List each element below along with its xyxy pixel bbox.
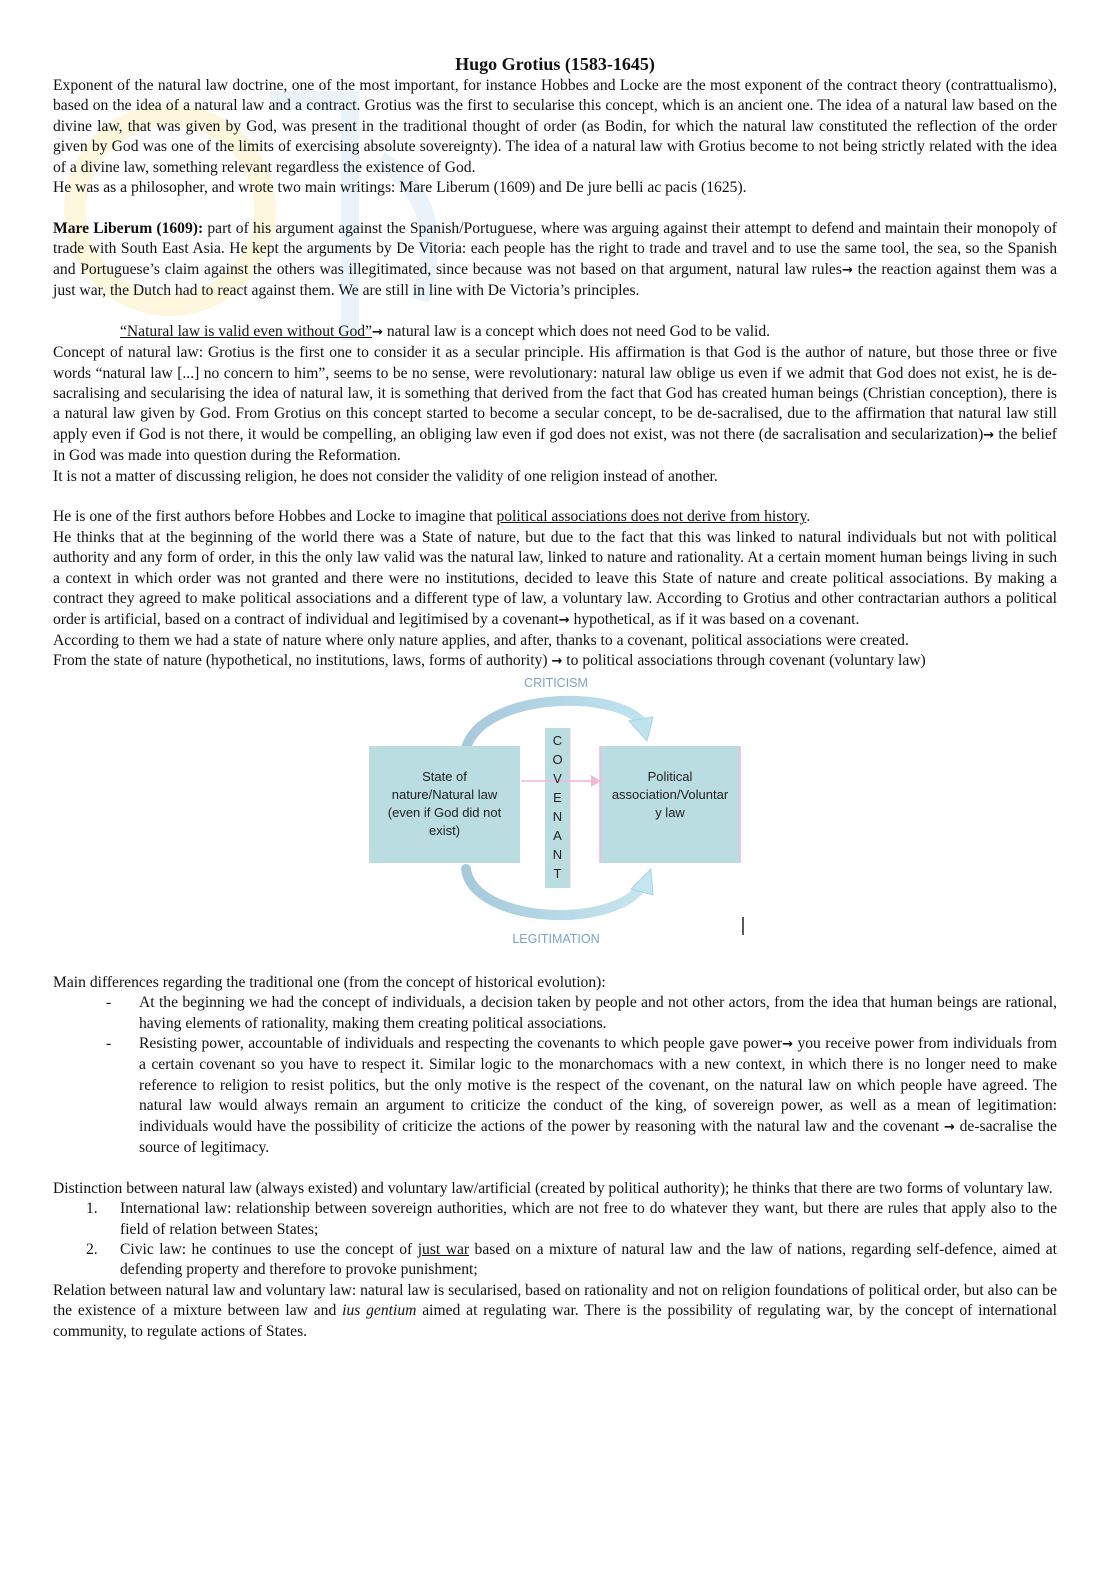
arrow-icon: → — [558, 612, 570, 628]
arrow-icon: → — [372, 324, 383, 340]
covenant-letter: V — [553, 770, 562, 786]
covenant-letter: N — [552, 808, 563, 824]
political-association-line: association/Voluntar — [611, 786, 729, 802]
state-of-nature-line: (even if God did not — [387, 804, 502, 820]
covenant-diagram-svg — [53, 673, 1057, 973]
covenant-letter: O — [552, 751, 563, 767]
natural-law-quote: “Natural law is valid even without God” — [120, 322, 373, 340]
document-page — [53, 53, 1057, 1342]
list-item: 2. Civic law: he continues to use the concept of just war based on a mixture of natural law and the law of nations, regarding self-defence, aimed at defending property and therefore to provoke punishment; — [86, 1241, 1057, 1279]
covenant-line: According to them we had a state of nature where only nature applies, and after, thanks to a covenant, political associations were created. — [53, 631, 909, 649]
voluntary-law-list — [53, 1199, 1057, 1281]
arrow-icon: → — [983, 427, 995, 443]
legitimation-label: LEGITIMATION — [512, 931, 600, 946]
arrow-icon: → — [841, 262, 853, 278]
page-title: Hugo Grotius (1583-1645) — [455, 54, 655, 74]
covenant-letter: C — [552, 732, 563, 748]
intro-paragraph: Exponent of the natural law doctrine, one of the most important, for instance Hobbes and Locke are the most exponent of the contract theory (contrattualismo), based on the idea of a natural law and a contract. Grotius was the first to secularise this concept, which is an ancient one. The idea of a natural law based on the divine law, that was given by God, was present in the traditional thought of order (as Bodin, for which the natural law constituted the reflection of the order given by God was one of the limits of exercising absolute sovereignty). The idea of a natural law with Grotius become to not being strictly related with the idea of a divine law, something relevant regardless the existence of God. — [53, 77, 1057, 176]
political-association-line: y law — [655, 804, 685, 820]
covenant-letter: T — [553, 865, 562, 881]
arrow-icon: → — [943, 1119, 955, 1135]
voluntary-law-lead: Distinction between natural law (always existed) and voluntary law/artificial (created by political authority); he thinks that there are two forms of voluntary law. — [53, 1179, 1053, 1197]
relation-paragraph: Relation between natural law and voluntary law: natural law is secularised, based on rationality and not on religion foundations of political order, but also can be the existence of a mixture between law and ius gentium aimed at regulating war. There is the possibility of regulating war, by the concept of international community, to regulate actions of States. — [53, 1281, 1057, 1340]
natural-law-quote-line: “Natural law is valid even without God”→ natural law is a concept which does not need God to be valid. — [120, 322, 771, 340]
list-item: - At the beginning we had the concept of individuals, a decision taken by people and not other actors, from the idea that human beings are rational, having elements of rationality, making them creating political associations. — [106, 994, 1057, 1032]
associations-lead: He is one of the first authors before Hobbes and Locke to imagine that political associations does not derive from history. — [53, 508, 811, 526]
arrow-icon: → — [551, 654, 563, 670]
from-state-line: From the state of nature (hypothetical, no institutions, laws, forms of authority) → to political associations through covenant (voluntary law) — [53, 652, 926, 670]
political-association-line: Political — [647, 768, 693, 784]
criticism-arrowhead — [629, 717, 653, 741]
concept-paragraph: Concept of natural law: Grotius is the first one to consider it as a secular principle. His affirmation is that God is the author of nature, but those three or five words “natural law [...] no concern to him”, seems to be no sense, were revolutionary: natural law oblige us even if we admit that God does not exist, he is de-sacralising and secularising the idea of natural law, it is something that derived from the fact that God has created human beings (Christian conception), there is a natural law given by God. From Grotius on this concept started to become a secular concept, to be de-sacralised, due to the affirmation that natural law still apply even if God is not there, it would be compelling, an obliging law even if god does not exist, was not there (de sacralisation and secularization)→ the belief in God was made into question during the Reformation. — [53, 344, 1057, 465]
covenant-letter: E — [553, 789, 562, 805]
covenant-letter: N — [552, 846, 563, 862]
mare-liberum-label: Mare Liberum (1609): — [53, 219, 204, 237]
arrow-icon: → — [782, 1036, 794, 1052]
covenant-diagram — [53, 673, 1057, 973]
covenant-letter: A — [553, 827, 562, 843]
list-item: 1. International law: relationship between sovereign authorities, which are not free to do whatever they want, but there are rules that apply also to the field of relation between States; — [86, 1200, 1057, 1238]
writings-paragraph: He was as a philosopher, and wrote two main writings: Mare Liberum (1609) and De jure belli ac pacis (1625). — [53, 179, 747, 197]
mare-liberum-paragraph: Mare Liberum (1609): part of his argument against the Spanish/Portuguese, where was arguing against their attempt to defend and maintain their monopoly of trade with South East Asia. He kept the arguments by De Vitoria: each people has the right to trade and travel and to use the same tool, the sea, so the Spanish and Portuguese’s claim against the others was illegitimated, since because was not based on that argument, natural law rules→ the reaction against them was a just war, the Dutch had to react against them. We are still in line with De Victoria’s principles. — [53, 219, 1058, 300]
religion-paragraph: It is not a matter of discussing religion, he does not consider the validity of one religion instead of another. — [53, 467, 718, 485]
differences-list — [53, 993, 1057, 1158]
state-of-nature-line: exist) — [428, 822, 461, 838]
state-of-nature-line: State of — [422, 768, 467, 784]
state-of-nature-line: nature/Natural law — [391, 786, 498, 802]
differences-lead: Main differences regarding the traditional one (from the concept of historical evolution): — [53, 973, 606, 991]
list-item: - Resisting power, accountable of individuals and respecting the covenants to which people gave power→ you receive power from individuals from a certain covenant so you have to respect it. Similar logic to the monarchomacs with a new context, in which there is no longer need to make reference to religion to resist politics, but the only motive is the respect of the covenant, on the natural law on which people have agreed. The natural law would always remain an argument to criticize the conduct of the king, of sovereign power, as well as a mean of legitimation: individuals would have the possibility of criticize the actions of the power by reasoning with the natural law and the covenant → de-sacralise the source of legitimacy. — [106, 1034, 1058, 1156]
criticism-label: CRITICISM — [524, 675, 588, 690]
state-of-nature-paragraph: He thinks that at the beginning of the world there was a State of nature, but due to the fact that this was linked to natural individuals but not with political authority and any form of order, in this the only law valid was the natural law, linked to nature and rationality. At a certain moment human beings living in such a context in which order was not granted and there were no institutions, decided to leave this State of nature and create political associations. By making a contract they agreed to make political associations and a different type of law, a voluntary law. According to Grotius and other contractarian authors a political order is artificial, based on a contract of individual and legitimised by a covenant→ hypothetical, as if it was based on a covenant. — [53, 528, 1057, 628]
